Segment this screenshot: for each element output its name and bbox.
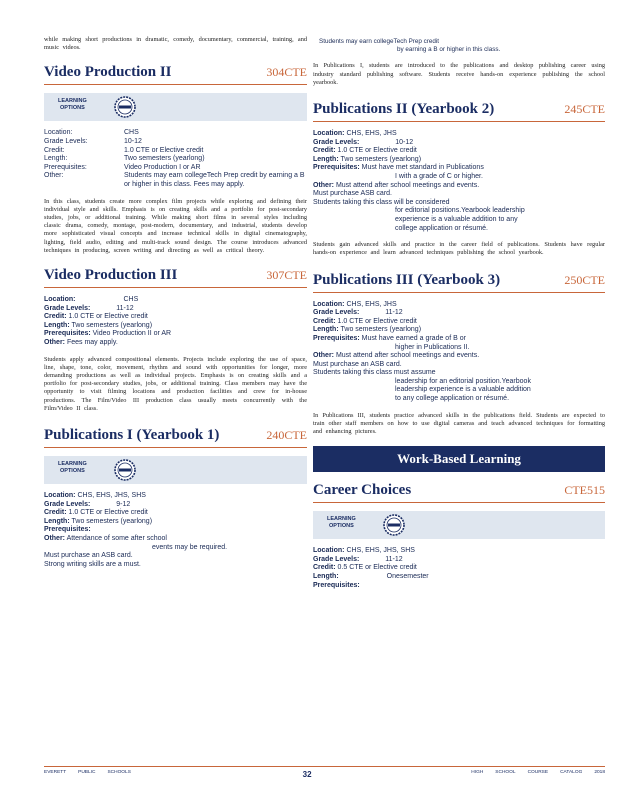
course-code: 250CTE — [564, 272, 605, 287]
course-header-pub2 — [313, 101, 605, 122]
learning-options-box — [313, 511, 605, 539]
page-number: 32 — [302, 770, 312, 779]
course-code: CTE515 — [564, 483, 605, 498]
course-title: Publications II (Yearbook 2) — [313, 101, 495, 118]
course-details-pub2: Location: CHS, EHS, JHS Grade Levels: 10-12 Credit: 1.0 CTE or Elective credit Length: Two semesters (yearlong) Prerequisites: Must have met standard in Publications I with a grade of C or higher. Other: Must attend after school meetings and events. Must purchase ASB card. Students taking this class will be considered for editorial positions.Yearbook leadership experience is a valuable addition to any college application or résumé. — [313, 130, 525, 232]
course-header-career — [313, 482, 605, 503]
right-column — [313, 38, 605, 590]
course-details-vp3: Location: CHS Grade Levels: 11-12 Credit: 1.0 CTE or Elective credit Length: Two semesters (yearlong) Prerequisites: Video Production II or AR Other: Fees may apply. — [44, 295, 172, 346]
page-footer — [44, 766, 605, 779]
learning-options-label: LEARNING OPTIONS — [58, 460, 87, 474]
course-title: Career Choices — [313, 482, 412, 499]
left-column — [44, 36, 307, 569]
tech-prep-badge-icon — [383, 514, 405, 536]
course-header-vp3 — [44, 267, 307, 288]
learning-options-box — [44, 456, 307, 484]
footer-right: HIGH SCHOOL COURSE CATALOG 2018 — [471, 770, 605, 775]
course-title: Publications III (Yearbook 3) — [313, 271, 501, 288]
tech-prep-badge-icon — [114, 96, 136, 118]
course-header-pub3 — [313, 272, 605, 293]
intro-text: while making short productions in dramatic, comedy, documentary, commercial, training, and music videos. — [44, 36, 307, 52]
course-details-vp2: Location: CHS Grade Levels: 10-12 Credit: 1.0 CTE or Elective credit Length: Two semesters (yearlong) Prerequisites: Video Production I or AR Other: Students may earn collegeTech Prep credit by earning a B or higher in this class. Fees may apply. — [44, 129, 305, 188]
footer-left: EVERETT PUBLIC SCHOOLS — [44, 770, 131, 775]
tech-prep-badge-icon — [114, 459, 136, 481]
course-code: 307CTE — [266, 267, 307, 282]
course-code: 240CTE — [266, 427, 307, 442]
section-banner: Work-Based Learning — [313, 446, 605, 472]
course-details-pub1: Location: CHS, EHS, JHS, SHS Grade Levels: 9-12 Credit: 1.0 CTE or Elective credit Length: Two semesters (yearlong) Prerequisites: Other: Attendance of some after school events may be required. Must purchase an ASB card. Strong writing skills are a must. — [44, 491, 228, 568]
course-title: Publications I (Yearbook 1) — [44, 426, 220, 443]
continued-text: Students may earn collegeTech Prep credit by earning a B or higher in this class. — [319, 38, 501, 54]
course-details-career: Location: CHS, EHS, JHS, SHS Grade Levels: 11-12 Credit: 0.5 CTE or Elective credit Length: Onesemester Prerequisites: — [313, 547, 429, 589]
course-description-pub1: In Publications I, students are introduced to the publications and desktop publishing career using industry standard publishing software. Students receive hands-on experience publishing the school yearbook. — [313, 62, 605, 86]
course-description-pub2: Students gain advanced skills and practice in the career field of publications. Students have regular hands-on experience and learn advanced techniques publishing the school yearbook. — [313, 241, 605, 257]
course-details-pub3: Location: CHS, EHS, JHS Grade Levels: 11-12 Credit: 1.0 CTE or Elective credit Length: Two semesters (yearlong) Prerequisites: Must have earned a grade of B or higher in Publications II. Other: Must attend after school meetings and events. Must purchase an ASB card. Students taking this class must assume leadership for an editorial position.Yearbook leadership experience is a valuable addition to any college application or résumé. — [313, 300, 531, 403]
course-code: 245CTE — [564, 102, 605, 117]
course-title: Video Production III — [44, 266, 178, 283]
learning-options-label: LEARNING OPTIONS — [327, 516, 356, 530]
course-description-vp3: Students apply advanced compositional elements. Projects include exploring the use of space, line, shape, tone, color, movement, rhythm and sound with opportunities for longer, more demanding productions as well as individual projects. Emphasis is on creating skills and a portfolio for post-secondary studies, jobs, or additional training. Class members may have the opportunity to visit filming locations and production facilities and crew for in-house productions. The Film/Video III production class usually meets concurrently with the Film/Video II class. — [44, 355, 307, 412]
learning-options-label: LEARNING OPTIONS — [58, 98, 87, 112]
course-title: Video Production II — [44, 64, 172, 81]
course-code: 304CTE — [266, 65, 307, 80]
course-header-pub1 — [44, 427, 307, 448]
learning-options-box — [44, 93, 307, 121]
course-description-vp2: In this class, students create more complex film projects while exploring and defining their individual style and skills. Emphasis is on creating skills and a portfolio for post-secondary studies, jobs, or additional training. While making short films in several styles including classic drama, comedy, montage, post-modern, documentary, and industrial, students develop more sophisticated visual concepts and increase technical skills in digital cinematography, lighting, field audio, editing and multi-track sound design. The course introduces advanced techniques in producing, screen writing and directing as well as critical theory. — [44, 197, 307, 254]
course-description-pub3: In Publications III, students practice advanced skills in the publications field. Students are expected to train other staff members on how to use digital cameras and teach advanced techniques for formatting and enhancing pictures. — [313, 411, 605, 436]
course-header-vp2 — [44, 64, 307, 85]
